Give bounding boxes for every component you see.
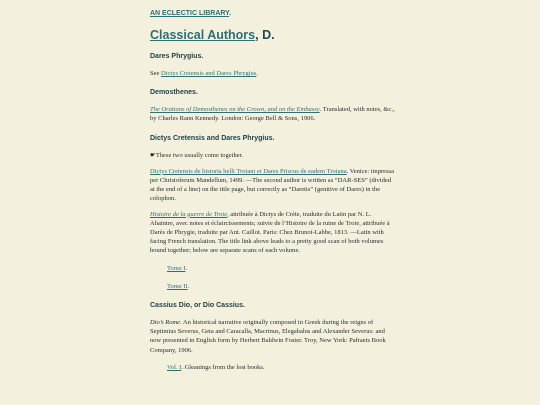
heading-cassius-dio: Cassius Dio, or Dio Cassius.: [150, 302, 245, 310]
heading-demosthenes: Demosthenes.: [150, 89, 198, 97]
orations-link[interactable]: The Orations of Demosthenes on the Crown, and on the Embassy: [150, 106, 320, 114]
heading-dares: Dares Phrygius.: [150, 53, 204, 60]
histoire-link[interactable]: Histoire de la guerre de Troie: [150, 210, 228, 218]
orations-details: . Translated, with notes, &c., by Charles Rann Kennedy. London: George Bell & Sons, 1906.: [150, 106, 395, 123]
vol-1-link[interactable]: Vol. I: [167, 363, 182, 371]
page-title-suffix: , D.: [255, 28, 275, 42]
dictys-entry-1499: [150, 167, 395, 204]
tome-2-link[interactable]: Tome II: [167, 282, 188, 290]
tome-1-suffix: .: [185, 264, 188, 272]
dares-see-also: [150, 69, 395, 78]
vol-1-details: . Gleanings from the lost books.: [181, 363, 265, 371]
dios-rome-details: . An historical narrative originally composed in Greek during the reigns of Septimius Severus, Geta and Caracalla, Macrinus, Elegabalus and Alexander Severus: and now presented in English form by Herbert Baldwin Foster. Troy, New York: Pafraets Book Company, 1906.: [150, 319, 386, 354]
dictys-1499-details: . Venice: impressa per Christoferum Mandellum, 1499. —The second author is written as “DAR-SES” (divided at the end of a line) on the title page, but correctly as “Daretis” (genitive of Dares) in the colophon.: [150, 167, 394, 203]
dictys-1499-link[interactable]: Dictys Cretensis de historia belli Troiani et Dares Priscus de eadem Troiana: [150, 167, 347, 175]
page-title-link[interactable]: Classical Authors: [150, 28, 256, 42]
library-header: [150, 9, 395, 18]
histoire-details: , attribuée à Dictys de Crète, traduite du Latin par N. L. Ahaintre, avec notes et éclaircissements; suivie de l’Histoire de la ruine de Troie, attribuée à Darès de Phrygie, traduite par Ant. Caillot. Paris: Chez Brunot-Labbe, 1813. —Latin with facing French translation. The title link above leads to a pretty good scan of both volumes bound together; below are separate scans of each volume.: [150, 210, 390, 255]
demosthenes-entry: [150, 105, 395, 123]
see-prefix: See: [150, 70, 162, 77]
tome-2-suffix: .: [187, 282, 190, 290]
page-title: [150, 28, 395, 43]
dios-rome-entry: [150, 318, 395, 355]
vol-1-item: [150, 363, 395, 372]
see-suffix: .: [256, 70, 258, 77]
histoire-entry: [150, 210, 395, 256]
dictys-note: ☛These two usually come together.: [150, 151, 244, 159]
content-column: [150, 9, 395, 372]
library-link[interactable]: AN ECLECTIC LIBRARY: [150, 10, 230, 17]
library-suffix: .: [229, 10, 232, 17]
dictys-dares-link[interactable]: Dictys Cretensis and Dares Phrygius: [161, 70, 257, 77]
dios-rome-title: Dio’s Rome: [150, 319, 181, 327]
tome-2-item: [150, 282, 395, 291]
heading-dictys: Dictys Cretensis and Dares Phrygius.: [150, 134, 275, 142]
tome-1-item: [150, 264, 395, 273]
tome-1-link[interactable]: Tome I: [167, 264, 186, 272]
